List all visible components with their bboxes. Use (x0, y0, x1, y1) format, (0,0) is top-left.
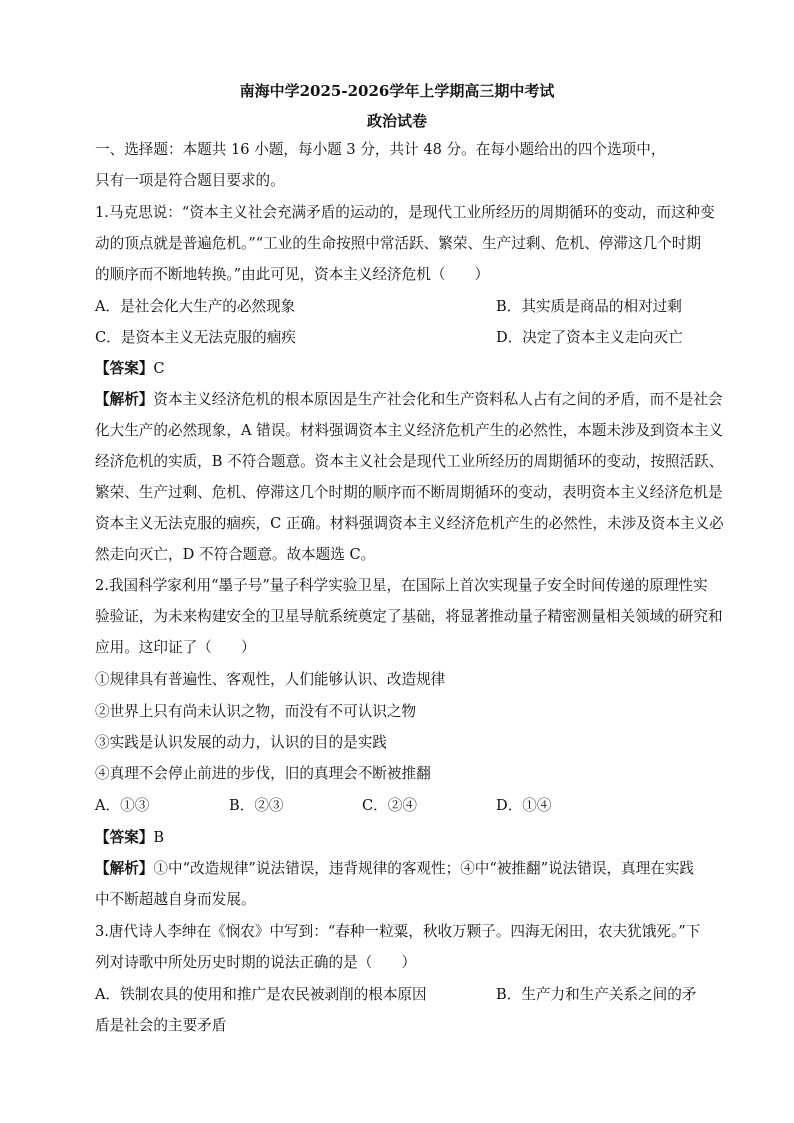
q2-option-c: C．②④ (362, 797, 417, 814)
q1-analysis-label: 【解析】 (95, 391, 154, 408)
q1-option-a: A．是社会化大生产的必然现象 (95, 298, 296, 315)
q3-option-a: A．铁制农具的使用和推广是农民被剥削的根本原因 (95, 986, 427, 1003)
q2-item-1: ①规律具有普遍性、客观性，人们能够认识、改造规律 (95, 671, 446, 688)
q1-option-d: D．决定了资本主义走向灭亡 (496, 329, 683, 346)
q1-stem-line3: 的顺序而不断地转换。”由此可见，资本主义经济危机（ ） (95, 266, 490, 283)
exam-subtitle: 政治试卷 (366, 112, 427, 130)
q1-stem-line1: 1.马克思说：“资本主义社会充满矛盾的运动的，是现代工业所经历的周期循环的变动，而这种变 (95, 204, 715, 221)
q1-analysis-line4: 繁荣、生产过剩、危机、停滞这几个时期的顺序而不断周期循环的变动，表明资本主义经济危机是 (95, 484, 723, 501)
q1-option-c: C．是资本主义无法克服的痼疾 (95, 329, 296, 346)
q1-option-b: B．其实质是商品的相对过剩 (496, 298, 682, 315)
q1-answer-label: 【答案】 (95, 360, 154, 377)
q3-option-b: B．生产力和生产关系之间的矛 (496, 986, 697, 1003)
q2-item-2: ②世界上只有尚未认识之物，而没有不可认识之物 (95, 703, 417, 720)
q1-answer (95, 359, 698, 379)
q1-analysis-text1: 资本主义经济危机的根本原因是生产社会化和生产资料私人占有之间的矛盾，而不是社会 (153, 391, 723, 408)
q3-stem-line1: 3.唐代诗人李绅在《悯农》中写到：“春种一粒粟，秋收万颗子。四海无闲田，农夫犹饿死。”下 (95, 923, 701, 940)
q2-option-b: B．②③ (229, 797, 284, 814)
q2-answer-label: 【答案】 (95, 829, 154, 846)
q2-stem-line3: 应用。这印证了（ ） (95, 639, 256, 656)
q2-stem-line1: 2.我国科学家利用“墨子号”量子科学实验卫星，在国际上首次实现量子安全时间传递的原理性实 (95, 577, 708, 594)
q2-answer-value: B (153, 829, 165, 846)
q1-analysis-line5: 资本主义无法克服的痼疾，C 正确。材料强调资本主义经济危机产生的必然性，未涉及资本主义必 (95, 515, 724, 532)
exam-title: 南海中学2025-2026学年上学期高三期中考试 (239, 82, 555, 100)
q1-analysis-line1 (95, 390, 723, 410)
q1-stem-line2: 动的顶点就是普遍危机。”“工业的生命按照中常活跃、繁荣、生产过剩、危机、停滞这几个时期 (95, 235, 701, 252)
q2-analysis-label: 【解析】 (95, 860, 154, 877)
q1-analysis-line3: 经济危机的实质，B 不符合题意。资本主义社会是现代工业所经历的周期循环的变动，按照活跃、 (95, 453, 724, 470)
q1-analysis-line6: 然走向灭亡，D 不符合题意。故本题选 C。 (95, 546, 376, 563)
q1-analysis-line2: 化大生产的必然现象，A 错误。材料强调资本主义经济危机产生的必然性，本题未涉及到资本主义 (95, 422, 724, 439)
q2-analysis-line1 (95, 859, 698, 879)
section-instructions-line2: 只有一项是符合题目要求的。 (95, 172, 285, 189)
q2-item-3: ③实践是认识发展的动力，认识的目的是实践 (95, 734, 387, 751)
q2-analysis-line2: 中不断超越自身而发展。 (95, 891, 256, 908)
section-instructions-line1: 一、选择题：本题共 16 小题，每小题 3 分，共计 48 分。在每小题给出的四个选项中， (95, 141, 666, 158)
q3-option-b-cont: 盾是社会的主要矛盾 (95, 1017, 227, 1034)
q2-stem-line2: 验验证，为未来构建安全的卫星导航系统奠定了基础，将显著推动量子精密测量相关领域的研究和 (95, 608, 723, 625)
q1-answer-value: C (153, 360, 165, 377)
q2-answer (95, 828, 698, 848)
q2-item-4: ④真理不会停止前进的步伐，旧的真理会不断被推翻 (95, 765, 431, 782)
q2-option-d: D．①④ (496, 797, 552, 814)
q2-analysis-text1: ①中“改造规律”说法错误，违背规律的客观性；④中“被推翻”说法错误，真理在实践 (153, 860, 695, 877)
q3-stem-line2: 列对诗歌中所处历史时期的说法正确的是（ ） (95, 954, 417, 971)
q2-option-a: A．①③ (95, 797, 150, 814)
